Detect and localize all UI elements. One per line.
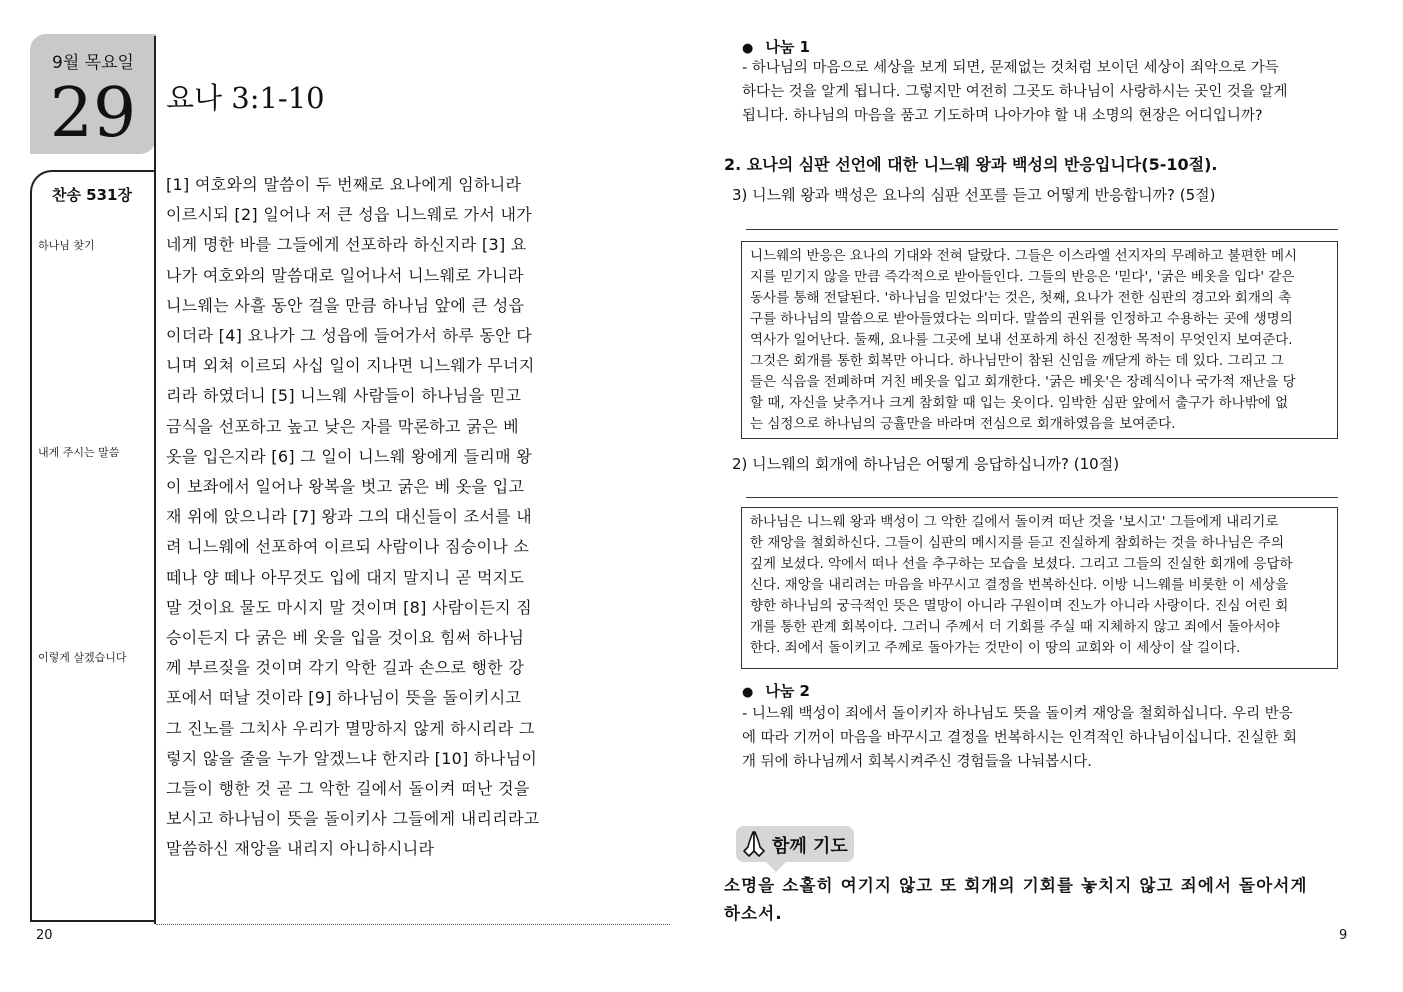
commentary-1-line: 지를 믿기지 않을 만큼 즉각적으로 받아들인다. 그들의 반응은 '믿다', '굵은 베옷을 입다' 같은 — [750, 269, 1295, 285]
section-title: 2. 요나의 심판 선언에 대한 니느웨 왕과 백성의 반응입니다(5-10절). — [724, 155, 1218, 174]
scripture-line: 리라 하였더니 [5] 니느웨 사람들이 하나님을 믿고 — [166, 386, 522, 406]
scripture-line: 이 보좌에서 일어나 왕복을 벗고 굵은 베 옷을 입고 — [166, 477, 525, 497]
scripture-line: 께 부르짖을 것이며 각기 악한 길과 손으로 행한 강 — [166, 658, 525, 678]
commentary-1-line: 동사를 통해 전달된다. '하나님을 믿었다'는 것은, 첫째, 요나가 전한 심판의 경고와 회개의 촉 — [750, 290, 1292, 306]
bullet-icon: ● — [742, 41, 754, 56]
month-weekday: 9월 목요일 — [52, 53, 134, 73]
side-divider — [154, 36, 156, 924]
commentary-1-line: 는 심정으로 하나님의 긍휼만을 바라며 전심으로 회개하였음을 보여준다. — [750, 416, 1176, 432]
share-1-line: 됩니다. 하나님의 마음을 품고 기도하며 나아가야 할 내 소명의 현장은 어디입니까? — [742, 108, 1263, 124]
commentary-2-line: 향한 하나님의 궁극적인 뜻은 멸망이 아니라 구원이며 진노가 아니라 사랑이다. 진심 어린 회 — [750, 598, 1289, 614]
answer-line-1 — [746, 229, 1338, 230]
scripture-line: 이더라 [4] 요나가 그 성읍에 들어가서 하루 동안 다 — [166, 326, 533, 346]
prayer-line: 소명을 소홀히 여기지 않고 또 회개의 기회를 놓치지 않고 죄에서 돌아서게 — [724, 876, 1308, 895]
scripture-line: 그들이 행한 것 곧 그 악한 길에서 돌이켜 떠난 것을 — [166, 779, 530, 799]
scripture-line: 니느웨는 사흘 동안 걸을 만큼 하나님 앞에 큰 성읍 — [166, 295, 525, 315]
scripture-line: 포에서 떠날 것이라 [9] 하나님이 뜻을 돌이키시고 — [166, 688, 522, 708]
bottom-rule — [156, 924, 670, 925]
share-2-heading — [742, 680, 810, 701]
side-notes-box — [30, 170, 154, 922]
share-2-line: 개 뒤에 하나님께서 회복시켜주신 경험들을 나눠봅시다. — [742, 754, 1092, 770]
commentary-2-line: 깊게 보셨다. 악에서 떠나 선을 추구하는 모습을 보셨다. 그리고 그들의 진실한 회개에 응답하 — [750, 556, 1293, 572]
scripture-line: 보시고 하나님이 뜻을 돌이키사 그들에게 내리리라고 — [166, 809, 540, 829]
scripture-text — [166, 170, 580, 865]
commentary-1-line: 할 때, 자신을 낮추거나 크게 참회할 때 입는 옷이다. 임박한 심판 앞에서 출구가 하나밖에 없 — [750, 395, 1289, 411]
share-2-title: 나눔 2 — [765, 682, 810, 700]
page-number-right: 9 — [1339, 928, 1348, 943]
commentary-1-line: 들은 식음을 전폐하며 거친 베옷을 입고 회개한다. '굵은 베옷'은 장례식이나 국가적 재난을 당 — [750, 374, 1296, 390]
commentary-1-line: 구를 하나님의 말씀으로 받아들였다는 의미다. 말씀의 권위를 인정하고 수용하는 곳에 생명의 — [750, 311, 1293, 327]
scripture-line: 재 위에 앉으니라 [7] 왕과 그의 대신들이 조서를 내 — [166, 507, 533, 527]
day-number: 29 — [49, 74, 137, 153]
share-2-line: - 니느웨 백성이 죄에서 돌이키자 하나님도 뜻을 돌이켜 재앙을 철회하십니다. 우리 반응 — [742, 706, 1293, 722]
scripture-line: 말씀하신 재앙을 내리지 아니하시니라 — [166, 839, 435, 859]
hymn-number: 찬송 531장 — [51, 186, 132, 204]
prayer-label: 함께 기도 — [772, 836, 848, 857]
commentary-2-line: 신다. 재앙을 내리려는 마음을 바꾸시고 결정을 번복하신다. 이방 니느웨를 비롯한 이 세상을 — [750, 577, 1289, 593]
share-2-line: 에 따라 기꺼이 마음을 바꾸시고 결정을 번복하시는 인격적인 하나님이십니다. 진실한 회 — [742, 730, 1297, 746]
scripture-line: 떼나 양 떼나 아무것도 입에 대지 말지니 곧 먹지도 — [166, 567, 525, 587]
commentary-1-line: 니느웨의 반응은 요나의 기대와 전혀 달랐다. 그들은 이스라엘 선지자의 무례하고 불편한 메시 — [750, 248, 1298, 264]
scripture-line: 말 것이요 물도 마시지 말 것이며 [8] 사람이든지 짐 — [166, 597, 533, 617]
page-number-left: 20 — [36, 928, 53, 943]
bullet-icon: ● — [742, 685, 754, 700]
commentary-1-line: 역사가 일어난다. 둘째, 요나를 그곳에 보내 선포하게 하신 진정한 목적이 무엇인지 보여준다. — [750, 332, 1293, 348]
passage-title: 요나 3:1-10 — [166, 81, 325, 115]
commentary-2-line: 한다. 죄에서 돌이키고 주께로 돌아가는 것만이 이 땅의 교회와 이 세상이 살 길이다. — [750, 640, 1241, 656]
commentary-2-line: 한 재앙을 철회하신다. 그들이 심판의 메시지를 듣고 진실하게 참회하는 것을 하나님은 주의 — [750, 535, 1285, 551]
scripture-line: 나가 여호와의 말씀대로 일어나서 니느웨로 가니라 — [166, 265, 524, 285]
scripture-line: 네게 명한 바를 그들에게 선포하라 하신지라 [3] 요 — [166, 235, 527, 255]
share-1-line: - 하나님의 마음으로 세상을 보게 되면, 문제없는 것처럼 보이던 세상이 죄악으로 가득 — [742, 60, 1279, 76]
prayer-text — [724, 872, 1348, 928]
side-label-seek: 하나님 찾기 — [38, 239, 95, 252]
scripture-line: 니며 외쳐 이르되 사십 일이 지나면 니느웨가 무너지 — [166, 356, 535, 376]
scripture-line: 그 진노를 그치사 우리가 멸망하지 않게 하시리라 그 — [166, 718, 535, 738]
answer-line-2 — [746, 497, 1338, 498]
scripture-line: 금식을 선포하고 높고 낮은 자를 막론하고 굵은 베 — [166, 416, 519, 436]
share-2-text — [742, 702, 1332, 774]
scripture-line: 이르시되 [2] 일어나 저 큰 성읍 니느웨로 가서 내가 — [166, 205, 533, 225]
share-1-heading — [742, 36, 810, 57]
share-1-line: 하다는 것을 알게 됩니다. 그렇지만 여전히 그곳도 하나님이 사랑하시는 곳인 것을 알게 — [742, 84, 1288, 100]
commentary-2-line: 하나님은 니느웨 왕과 백성이 그 악한 길에서 돌이켜 떠난 것을 '보시고' 그들에게 내리기로 — [750, 514, 1279, 530]
commentary-2-line: 개를 통한 관계 회복이다. 그러니 주께서 더 기회를 주실 때 지체하지 않고 죄에서 돌아서야 — [750, 619, 1280, 635]
question-1: 3) 니느웨 왕과 백성은 요나의 심판 선포를 듣고 어떻게 반응합니까? (5절) — [732, 186, 1216, 204]
side-label-resolve: 이렇게 살겠습니다 — [38, 651, 127, 664]
share-1-title: 나눔 1 — [765, 38, 810, 56]
scripture-line: 승이든지 다 굵은 베 옷을 입을 것이요 힘써 하나님 — [166, 628, 525, 648]
praying-hands-icon — [740, 829, 768, 859]
side-label-word: 내게 주시는 말씀 — [38, 446, 120, 459]
commentary-box-2 — [741, 507, 1338, 669]
question-2: 2) 니느웨의 회개에 하나님은 어떻게 응답하십니까? (10절) — [732, 455, 1120, 473]
commentary-box-1 — [741, 241, 1338, 439]
scripture-line: 옷을 입은지라 [6] 그 일이 니느웨 왕에게 들리매 왕 — [166, 446, 533, 466]
share-1-text — [742, 56, 1332, 128]
scripture-line: 렇지 않을 줄을 누가 알겠느냐 한지라 [10] 하나님이 — [166, 748, 538, 768]
prayer-badge-tail — [766, 862, 786, 872]
scripture-line: 려 니느웨에 선포하여 이르되 사람이나 짐승이나 소 — [166, 537, 530, 557]
scripture-line: [1] 여호와의 말씀이 두 번째로 요나에게 임하니라 — [166, 175, 522, 194]
commentary-1-line: 그것은 회개를 통한 회복만 아니다. 하나님만이 참된 신임을 깨닫게 하는 데 있다. 그리고 그 — [750, 353, 1284, 369]
prayer-line: 하소서. — [724, 904, 783, 923]
